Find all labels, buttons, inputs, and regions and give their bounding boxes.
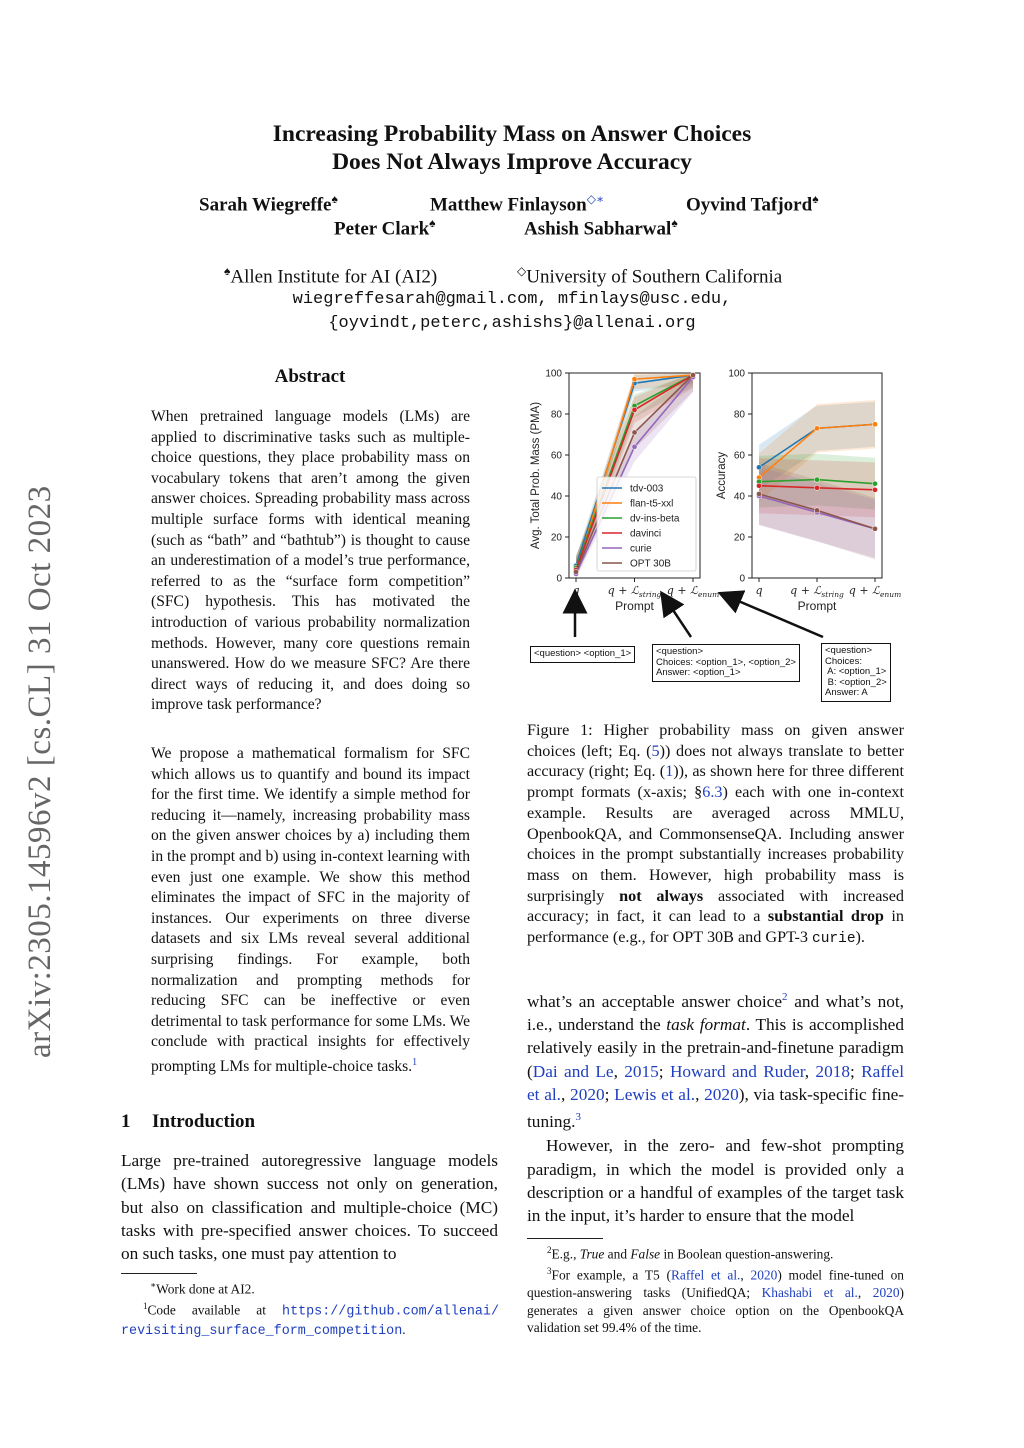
prompt-box-lenum: <question> Choices: A: <option_1> B: <option_2> Answer: A [821,643,891,702]
data-point [573,569,578,574]
eq-1-link[interactable]: 1 [665,762,674,781]
y-tick-label: 20 [733,532,745,544]
title-line-2: Does Not Always Improve Accuracy [332,149,692,175]
intro-paragraph-right-2: However, in the zero- and few-shot prompting paradigm, in which the model is provided only a description or a handful of examples of the target task in the input, it’s harder to ensure that the model [527,1136,904,1226]
x-tick-label: q + ℒ$_{string}$ [790,584,844,599]
eq-5-link[interactable]: 5 [651,741,660,760]
prompt-box-lstring: <question> Choices: <option_1>, <option_2> Answer: <option_1> [652,644,800,682]
author-finlayson: Matthew Finlayson◇∗ [430,192,605,216]
accuracy-chart [716,369,901,614]
legend-label: curie [630,543,652,555]
x-tick-label: q [572,584,580,597]
y-tick-label: 60 [733,450,745,462]
intro-paragraph-right: what’s an acceptable answer choice$^2$ and what’s not, i.e., understand the task format. This is accomplished relatively easily in the pretrain-and-finetune paradigm (Dai and Le, 2015; Howard and Ruder, 2018; Raffel et al., 2020; Lewis et al., 2020), via task-specific fine-tuning.$^3$ However, in the zero- and few-shot prompting paradigm, in which the model is provided only a description or a handful of examples of the target task in the input, it’s harder to ensure that the model [527,986,904,1228]
data-point [632,407,637,412]
footnote-star: ∗Work done at AI2. [150,1280,255,1297]
prompt-box-q: <question> <option_1> [530,646,635,663]
data-point [690,372,695,377]
data-point [872,481,877,486]
cite-lewis[interactable]: Lewis et al. [614,1084,696,1104]
paper-title [0,120,1024,176]
code-url-link-cont[interactable]: revisiting_surface_form_competition [121,1324,403,1340]
data-point [872,422,877,427]
data-point [814,426,819,431]
data-point [632,377,637,382]
author-wiegreffe: Sarah Wiegreffe♠ [199,192,338,216]
y-tick-label: 100 [545,368,562,380]
author-tafjord: Oyvind Tafjord♠ [686,192,819,216]
x-axis-label: Prompt [615,599,654,613]
figure-1-caption: Figure 1: Higher probability mass on given answer choices (left; Eq. (5)) does not always translate to better accuracy (right; Eq. (1)), as shown here for three different prompt formats (x-axis; §6.3) each with one in-context example. Results are averaged across MMLU, OpenbookQA, and CommonsenseQA. Including answer choices in the prompt substantially increases probability mass on them. However, high probability mass is surprisingly not always associated with increased accuracy; in fact, it can lead to a substantial drop in performance (e.g., for OPT 30B and GPT-3 curie). [527,721,905,948]
cite-raffel-year[interactable]: 2020 [570,1084,605,1104]
cite-lewis-year[interactable]: 2020 [704,1084,739,1104]
fn-cite-khashabi[interactable]: Khashabi et al. [761,1285,858,1301]
footnote-ref-1[interactable]: 1 [412,1056,418,1068]
legend-label: tdv-003 [630,483,664,495]
cite-howard-ruder-year[interactable]: 2018 [815,1061,850,1081]
x-tick-label: q + ℒ$_{string}$ [607,584,662,599]
legend-label: flan-t5-xxl [630,498,674,510]
title-line-1: Increasing Probability Mass on Answer Choices [272,121,752,147]
arxiv-identifier: arXiv:2305.14596v2 [cs.CL] 31 Oct 2023 [22,485,58,1058]
footnote-1: $^1$Code available at https://github.com/allenai/ [143,1301,499,1320]
author-sabharwal: Ashish Sabharwal♠ [524,216,678,240]
y-tick-label: 20 [550,532,562,544]
cite-dai-le[interactable]: Dai and Le [532,1061,614,1081]
footnote-rule-left [121,1273,197,1274]
fn-cite-raffel[interactable]: Raffel et al. [670,1267,741,1283]
legend-label: OPT 30B [630,558,671,570]
cite-dai-le-year[interactable]: 2015 [624,1061,659,1081]
legend-label: davinci [630,528,662,540]
data-point [872,526,877,531]
x-tick-label: q [755,584,763,597]
footnote-ref-3[interactable]: 3 [575,1111,581,1124]
chart-legend [597,477,696,571]
footnotes-right [527,1242,904,1337]
abstract-paragraph-2: We propose a mathematical formalism for SFC which allows us to quantify and bound its impact for the first time. We identify a simple method for reducing it—namely, increasing probability mass on the given answer choices by a) including them in the prompt and b) using in-context learning with even just one example. We show this method eliminates the impact of SFC in the majority of instances. Our experiments on three diverse datasets and six LMs reveal several additional surprising findings. For example, both normalization and prompting methods for reducing SFC can be ineffective or even detrimental to task performance for some LMs. We conclude with practical insights for effectively prompting LMs for multiple-choice tasks.$^1$ [151,745,470,1076]
fn-cite-khashabi-year[interactable]: 2020 [872,1285,900,1301]
y-tick-label: 0 [556,573,562,585]
y-tick-label: 60 [550,450,562,462]
data-point [756,491,761,496]
footnotes-left [121,1277,499,1341]
affiliation-ai2: ♠Allen Institute for AI (AI2) [224,264,438,288]
email-line-2: {oyvindt,peterc,ashishs}@allenai.org [328,314,696,333]
cite-raffel[interactable]: Raffel et al. [527,1061,904,1104]
x-tick-label: q + ℒ$_{enum}$ [848,584,902,599]
footnote-rule-right [527,1238,603,1239]
footnote-2: $^2$E.g., True and False in Boolean question-answering. [547,1245,834,1262]
x-axis-label: Prompt [797,599,837,613]
author-clark: Peter Clark♠ [334,216,436,240]
y-axis-label: Accuracy [716,451,728,500]
abstract-paragraph-1: When pretrained language models (LMs) are applied to discriminative tasks such as multiple-choice questions, they place probability mass on vocabulary tokens that aren’t among the given answer choices. Spreading probability mass across multiple surface forms with identical meaning (such as “bath” and “bathtub”) is thought to cause an underestimation of a model’s true performance, referred to as the “surface form competition” (SFC) hypothesis. This has motivated the introduction of various probability normalization methods. However, many core questions remain unanswered. How do we measure SFC? Are there direct ways of reducing it, and does doing so improve task performance? [151,408,470,714]
email-line-1: wiegreffesarah@gmail.com, mfinlays@usc.edu, [292,290,732,309]
legend-label: dv-ins-beta [630,513,680,525]
fn-cite-raffel-year[interactable]: 2020 [750,1267,778,1283]
y-tick-label: 100 [728,368,745,380]
data-point [756,465,761,470]
data-point [872,487,877,492]
abstract-heading: Abstract [274,366,346,387]
y-axis-label: Avg. Total Prob. Mass (PMA) [530,401,542,550]
x-tick-label: q + ℒ$_{enum}$ [666,584,720,599]
data-point [814,477,819,482]
section-6-3-link[interactable]: 6.3 [702,783,723,802]
footnote-3: $^3$For example, a T5 (Raffel et al., 2020) model fine-tuned on question-answering tasks (UnifiedQA; Khashabi et al., 2020) generates a given answer choice option on the OpenbookQA validation set 99.4% of the time. [527,1266,904,1336]
data-point [632,444,637,449]
y-tick-label: 0 [739,573,745,585]
y-tick-label: 40 [550,491,562,503]
footnote-1-cont: revisiting_surface_form_competition. [121,1322,406,1340]
y-tick-label: 40 [733,491,745,503]
data-point [756,483,761,488]
figure-1 [525,365,920,710]
data-point [632,430,637,435]
data-point [814,485,819,490]
affiliation-usc: ◇University of Southern California [517,264,783,288]
cite-howard-ruder[interactable]: Howard and Ruder [669,1061,805,1081]
arrow-to-lstring [667,601,691,637]
code-url-link[interactable]: https://github.com/allenai/ [282,1304,499,1320]
data-point [814,508,819,513]
intro-paragraph-left: Large pre-trained autoregressive language models (LMs) have shown success not only on generation, but also on classification and multiple-choice (MC) tasks with pre-specified answer choices. To succeed on such tasks, one must pay attention to [121,1151,498,1264]
y-tick-label: 80 [550,409,562,421]
y-tick-label: 80 [733,409,745,421]
footnote-ref-2[interactable]: 2 [782,991,788,1003]
section-heading-introduction: 1 Introduction [121,1111,256,1132]
